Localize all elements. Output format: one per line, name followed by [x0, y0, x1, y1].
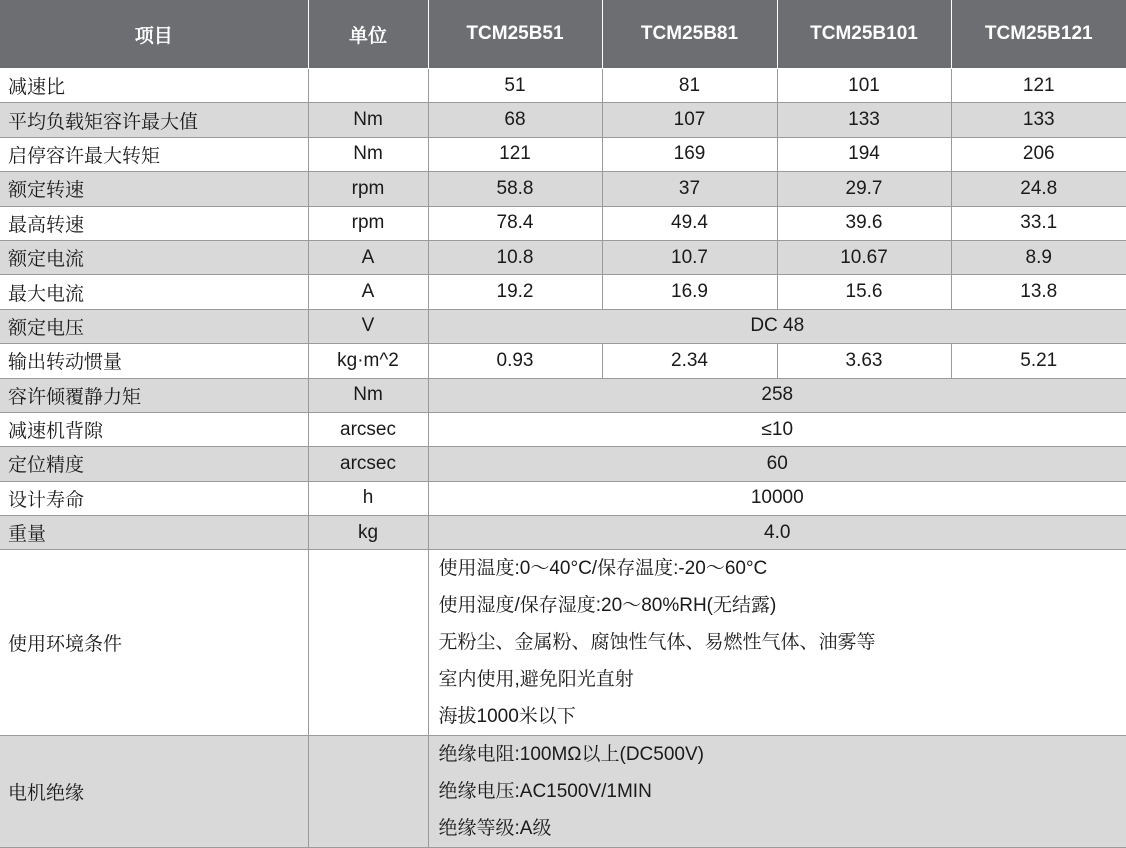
cell-value: 15.6 [777, 275, 951, 309]
cell-value: 107 [602, 103, 777, 137]
row-label: 最大电流 [0, 275, 308, 309]
environment-line: 无粉尘、金属粉、腐蚀性气体、易燃性气体、油雾等 [439, 624, 1126, 661]
cell-value: 194 [777, 137, 951, 171]
insulation-specs [428, 736, 1126, 848]
cell-value-merged: ≤10 [428, 412, 1126, 446]
environment-line: 海拔1000米以下 [439, 698, 1126, 735]
table-row [0, 447, 1126, 481]
cell-value: 2.34 [602, 344, 777, 378]
row-label: 减速机背隙 [0, 412, 308, 446]
row-label: 定位精度 [0, 447, 308, 481]
cell-value: 13.8 [951, 275, 1126, 309]
cell-value: 169 [602, 137, 777, 171]
row-unit: arcsec [308, 447, 428, 481]
table-row [0, 378, 1126, 412]
cell-value: 39.6 [777, 206, 951, 240]
cell-value: 19.2 [428, 275, 602, 309]
row-label: 最高转速 [0, 206, 308, 240]
row-unit: A [308, 240, 428, 274]
header-model-1: TCM25B51 [428, 0, 602, 69]
cell-value: 10.8 [428, 240, 602, 274]
cell-value: 3.63 [777, 344, 951, 378]
row-label: 平均负载矩容许最大值 [0, 103, 308, 137]
header-model-2: TCM25B81 [602, 0, 777, 69]
cell-value-merged: DC 48 [428, 309, 1126, 343]
environment-line: 室内使用,避免阳光直射 [439, 661, 1126, 698]
table-row [0, 412, 1126, 446]
row-unit: kg [308, 516, 428, 550]
cell-value: 121 [951, 69, 1126, 103]
cell-value: 37 [602, 172, 777, 206]
table-row [0, 481, 1126, 515]
insulation-line: 绝缘电压:AC1500V/1MIN [439, 773, 1126, 810]
cell-value: 0.93 [428, 344, 602, 378]
cell-value-merged: 4.0 [428, 516, 1126, 550]
table-row [0, 516, 1126, 550]
environment-line: 使用湿度/保存湿度:20～80%RH(无结露) [439, 587, 1126, 624]
table-row [0, 240, 1126, 274]
row-unit: V [308, 309, 428, 343]
header-model-3: TCM25B101 [777, 0, 951, 69]
table-row [0, 275, 1126, 309]
cell-value-merged: 258 [428, 378, 1126, 412]
cell-value: 101 [777, 69, 951, 103]
insulation-line: 绝缘等级:A级 [439, 810, 1126, 847]
cell-value: 133 [777, 103, 951, 137]
header-row [0, 0, 1126, 69]
row-unit: rpm [308, 206, 428, 240]
header-model-4: TCM25B121 [951, 0, 1126, 69]
cell-value: 58.8 [428, 172, 602, 206]
environment-conditions [428, 550, 1126, 736]
cell-value: 33.1 [951, 206, 1126, 240]
row-label: 输出转动惯量 [0, 344, 308, 378]
cell-value: 8.9 [951, 240, 1126, 274]
row-label: 电机绝缘 [0, 736, 308, 848]
row-label: 减速比 [0, 69, 308, 103]
cell-value: 68 [428, 103, 602, 137]
row-label: 额定转速 [0, 172, 308, 206]
cell-value: 78.4 [428, 206, 602, 240]
row-label: 设计寿命 [0, 481, 308, 515]
row-label: 额定电压 [0, 309, 308, 343]
row-unit: Nm [308, 137, 428, 171]
cell-value: 206 [951, 137, 1126, 171]
cell-value: 121 [428, 137, 602, 171]
row-label: 使用环境条件 [0, 550, 308, 736]
table-row [0, 103, 1126, 137]
row-unit: h [308, 481, 428, 515]
environment-line: 使用温度:0～40°C/保存温度:-20～60°C [439, 550, 1126, 587]
cell-value: 51 [428, 69, 602, 103]
row-label: 重量 [0, 516, 308, 550]
row-unit [308, 736, 428, 848]
table-row-environment [0, 550, 1126, 736]
table-row [0, 172, 1126, 206]
cell-value: 24.8 [951, 172, 1126, 206]
row-unit [308, 550, 428, 736]
insulation-line: 绝缘电阻:100MΩ以上(DC500V) [439, 736, 1126, 773]
cell-value: 133 [951, 103, 1126, 137]
table-row [0, 69, 1126, 103]
row-unit: Nm [308, 103, 428, 137]
header-item: 项目 [0, 0, 308, 69]
cell-value: 81 [602, 69, 777, 103]
cell-value: 10.67 [777, 240, 951, 274]
row-unit: rpm [308, 172, 428, 206]
table-row [0, 344, 1126, 378]
table-row [0, 137, 1126, 171]
row-label: 启停容许最大转矩 [0, 137, 308, 171]
row-label: 额定电流 [0, 240, 308, 274]
table-row [0, 309, 1126, 343]
cell-value: 29.7 [777, 172, 951, 206]
cell-value: 16.9 [602, 275, 777, 309]
row-unit: arcsec [308, 412, 428, 446]
header-unit: 单位 [308, 0, 428, 69]
row-unit: A [308, 275, 428, 309]
cell-value: 5.21 [951, 344, 1126, 378]
cell-value: 49.4 [602, 206, 777, 240]
row-unit: kg·m^2 [308, 344, 428, 378]
row-unit [308, 69, 428, 103]
table-row-insulation [0, 736, 1126, 848]
cell-value-merged: 10000 [428, 481, 1126, 515]
cell-value-merged: 60 [428, 447, 1126, 481]
cell-value: 10.7 [602, 240, 777, 274]
table-row [0, 206, 1126, 240]
row-label: 容许倾覆静力矩 [0, 378, 308, 412]
row-unit: Nm [308, 378, 428, 412]
